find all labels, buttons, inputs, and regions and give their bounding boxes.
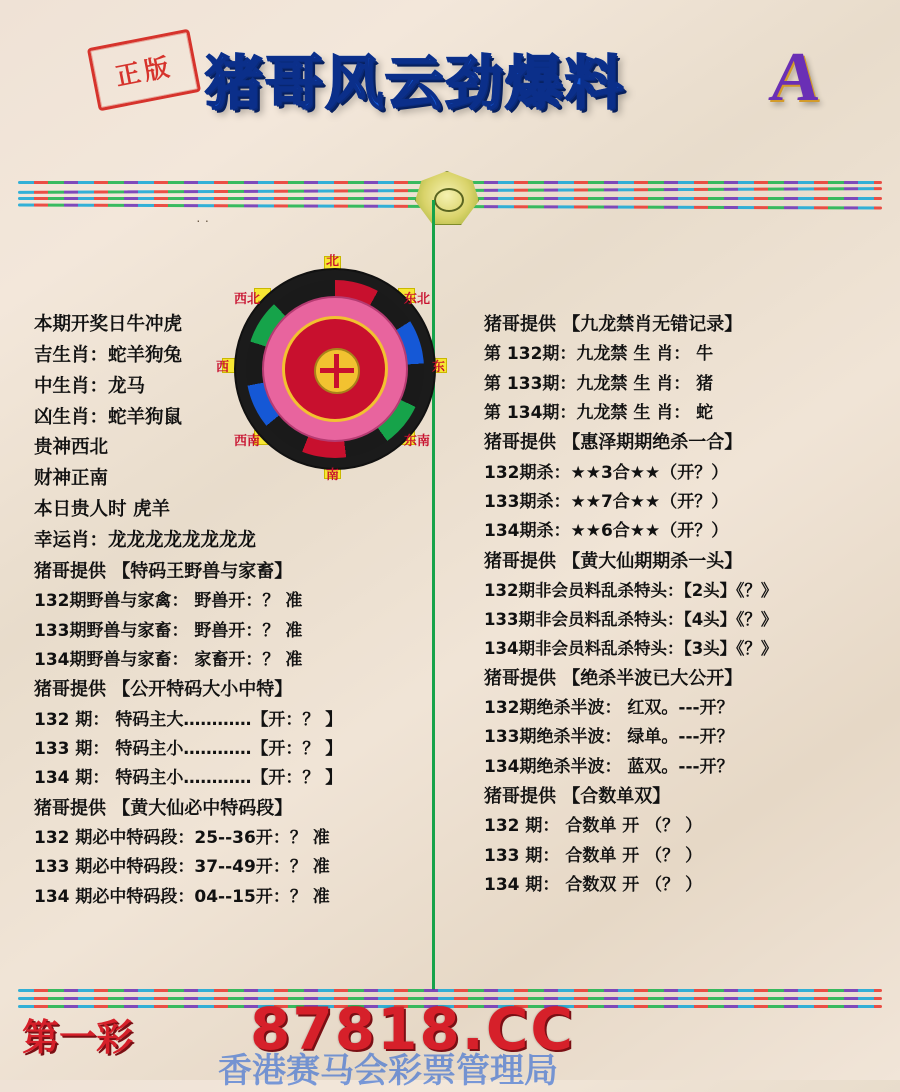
text-line: 133 期： 特码主小…………【开：？ 】	[34, 738, 343, 759]
text-line: 134期绝杀半波： 蓝双。---开？	[484, 756, 734, 777]
direction-west-label: 西	[216, 360, 230, 375]
text-line: 132 期： 特码主大…………【开：？ 】	[34, 709, 343, 730]
text-line: 贵神西北	[34, 437, 109, 459]
page-title: 猪哥风云劲爆料	[205, 36, 625, 120]
direction-north-label: 北	[326, 254, 340, 269]
text-line: 本期开奖日牛冲虎	[34, 314, 183, 335]
right-column	[484, 316, 884, 906]
header	[0, 0, 900, 160]
direction-northeast-label: 东北	[404, 292, 431, 307]
site-address: 87818.CC	[250, 995, 575, 1063]
text-line: 132期野兽与家禽： 野兽开：？ 准	[34, 591, 303, 612]
text-line: 132期非会员料乱杀特头：【2头】《？》	[484, 581, 778, 601]
text-line: 133期野兽与家畜： 野兽开：？ 准	[34, 620, 303, 641]
direction-southeast-label: 东南	[404, 434, 431, 449]
text-line: 132 期必中特码段：25--36开：？ 准	[34, 827, 330, 848]
text-line: 本日贵人时 虎羊	[34, 499, 170, 521]
section-heading: 猪哥提供 【黄大仙期期杀一头】	[484, 550, 743, 572]
section-heading: 猪哥提供 【黄大仙必中特码段】	[34, 797, 293, 819]
text-line: 134 期： 合数双 开 （？ ）	[484, 874, 703, 895]
section-heading: 猪哥提供 【特码王野兽与家畜】	[34, 560, 293, 582]
text-line: 财神正南	[34, 468, 109, 490]
direction-southwest-label: 西南	[234, 434, 261, 449]
text-line: 凶生肖：蛇羊狗鼠	[34, 406, 183, 428]
text-line: 133期杀：★★7合★★（开？）	[484, 492, 729, 513]
authority-text: 香港赛马会彩票管理局	[218, 1051, 558, 1091]
text-line: 第 134期：九龙禁 生 肖： 蛇	[484, 403, 714, 424]
zhengban-stamp: 正版	[87, 29, 201, 112]
brand-label: 第一彩	[22, 1016, 133, 1059]
text-line: 134期野兽与家畜： 家畜开：？ 准	[34, 649, 303, 670]
top-divider	[0, 175, 900, 221]
section-heading: 猪哥提供 【九龙禁肖无错记录】	[484, 314, 743, 335]
text-line: 幸运肖：龙龙龙龙龙龙龙龙	[34, 530, 257, 552]
section-heading: 猪哥提供 【合数单双】	[484, 785, 671, 807]
text-line: 134期杀：★★6合★★（开？）	[484, 521, 729, 542]
edition-letter: A	[766, 39, 825, 116]
section-heading: 猪哥提供 【惠泽期期绝杀一合】	[484, 432, 743, 454]
text-line: 132 期： 合数单 开 （？ ）	[484, 816, 703, 837]
text-line: 133 期必中特码段：37--49开：？ 准	[34, 857, 330, 878]
text-line: 134 期必中特码段：04--15开：？ 准	[34, 886, 330, 907]
text-line: 134期非会员料乱杀特头：【3头】《？》	[484, 638, 778, 658]
medallion-icon	[415, 171, 479, 225]
text-line: 第 132期：九龙禁 生 肖： 牛	[484, 344, 714, 365]
text-line: 吉生肖：蛇羊狗兔	[34, 344, 183, 366]
decorative-dots: · ·	[196, 212, 210, 228]
section-heading: 猪哥提供 【公开特码大小中特】	[34, 679, 293, 701]
text-line: 133 期： 合数单 开 （？ ）	[484, 845, 703, 866]
direction-northwest-label: 西北	[234, 292, 261, 307]
left-column	[34, 316, 426, 918]
text-line: 133期绝杀半波： 绿单。---开？	[484, 727, 734, 748]
direction-east-label: 东	[432, 360, 446, 375]
section-heading: 猪哥提供 【绝杀半波已大公开】	[484, 667, 743, 689]
text-line: 中生肖：龙马	[34, 375, 146, 397]
text-line: 132期绝杀半波： 红双。---开？	[484, 697, 734, 718]
footer	[0, 985, 900, 1091]
footer-divider-line	[18, 989, 882, 992]
text-line: 132期杀：★★3合★★（开？）	[484, 462, 729, 483]
text-line: 134 期： 特码主小…………【开：？ 】	[34, 768, 343, 789]
direction-south-label: 南	[326, 468, 340, 483]
text-line: 133期非会员料乱杀特头：【4头】《？》	[484, 609, 778, 629]
text-line: 第 133期：九龙禁 生 肖： 猪	[484, 373, 714, 394]
